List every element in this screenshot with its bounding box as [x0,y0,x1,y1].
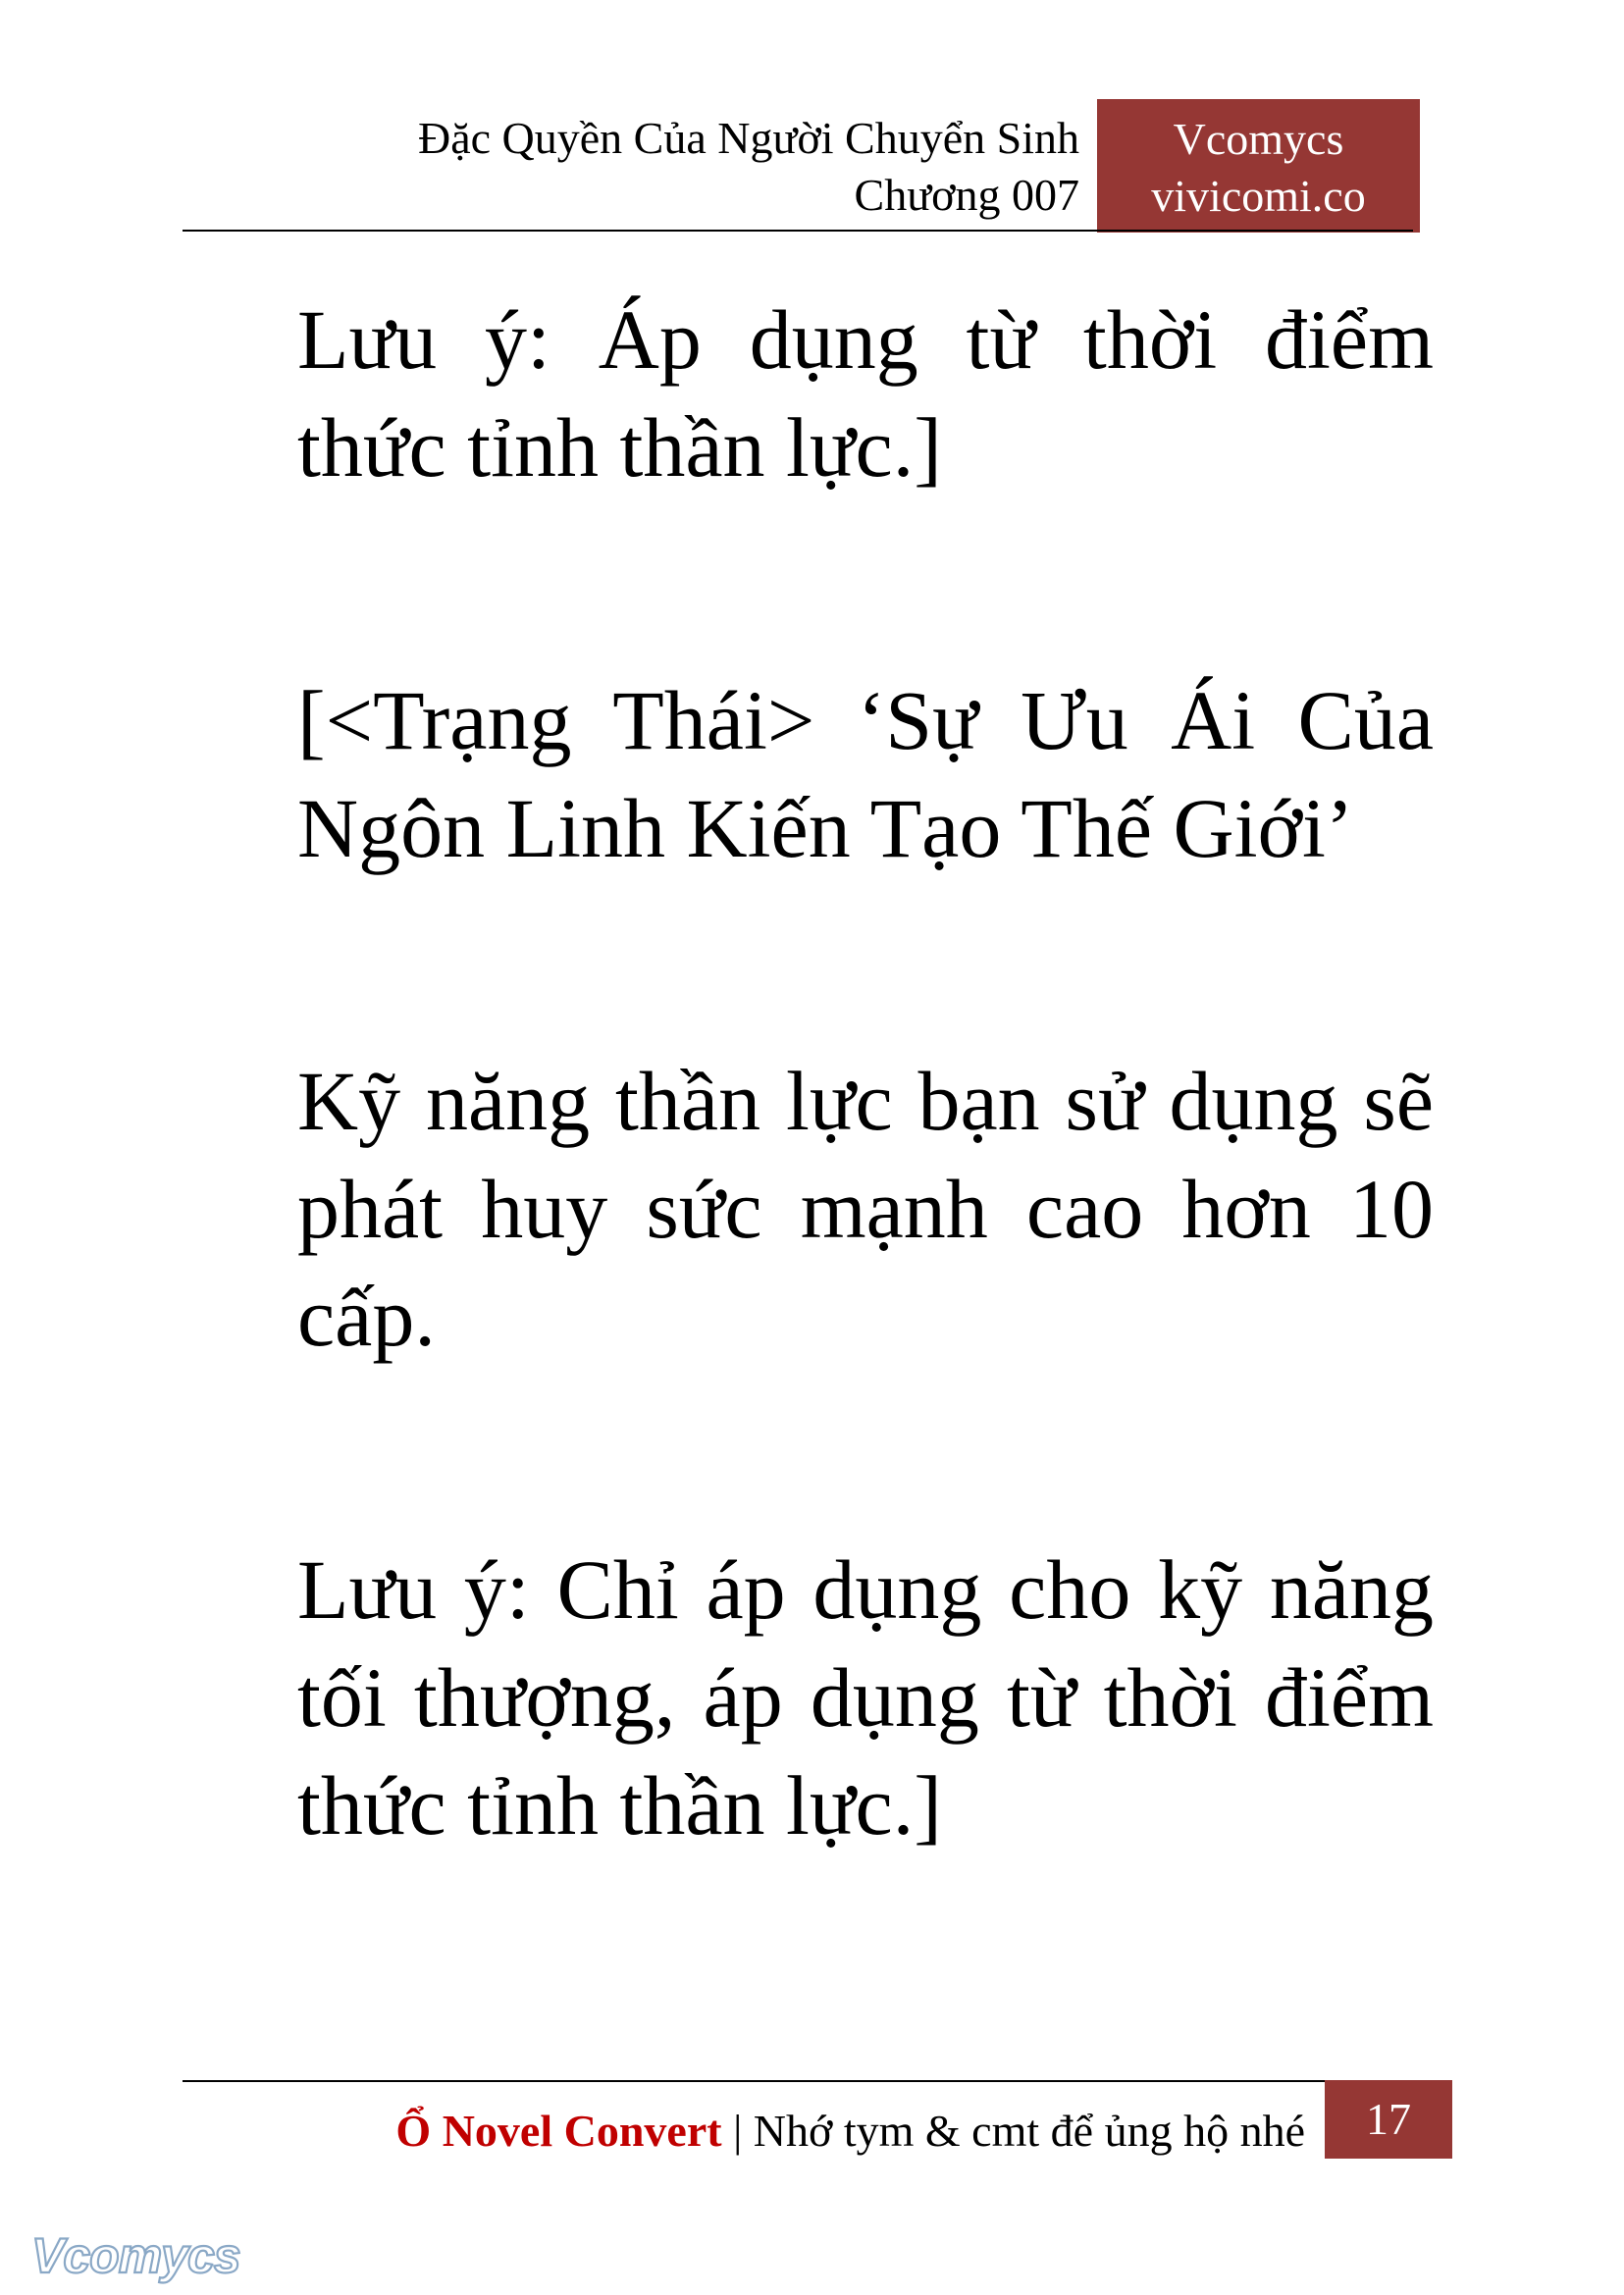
paragraph: Kỹ năng thần lực bạn sử dụng sẽ phát huy sức mạnh cao hơn 10 cấp. [297,1054,1434,1364]
footer-divider [183,2080,1325,2082]
brand-box [1097,99,1420,233]
chapter-label: Chương 007 [854,170,1079,220]
footer-message: Nhớ tym & cmt để ủng hộ nhé [753,2106,1305,2156]
footer-separator: | [733,2106,743,2156]
vcomycs-watermark-logo [27,2225,253,2284]
header-divider [183,230,1413,232]
svg-text:Vcomycs: Vcomycs [31,2228,240,2283]
brand-name: Vcomycs [1173,114,1344,164]
footer-brand: Ổ Novel Convert [395,2106,722,2156]
page-number: 17 [1325,2080,1452,2159]
page-footer [183,2102,1305,2161]
brand-site: vivicomi.co [1151,171,1366,221]
paragraph: Lưu ý: Chỉ áp dụng cho kỹ năng tối thượng, áp dụng từ thời điểm thức tỉnh thần lực.] [297,1542,1434,1852]
paragraph: Lưu ý: Áp dụng từ thời điểm thức tỉnh thần lực.] [297,292,1434,495]
book-title: Đặc Quyền Của Người Chuyển Sinh [417,113,1079,163]
paragraph: [<Trạng Thái> ‘Sự Ưu Ái Của Ngôn Linh Kiến Tạo Thế Giới’ [297,673,1434,875]
chapter-body [297,286,1434,1859]
page-header [177,110,1079,224]
